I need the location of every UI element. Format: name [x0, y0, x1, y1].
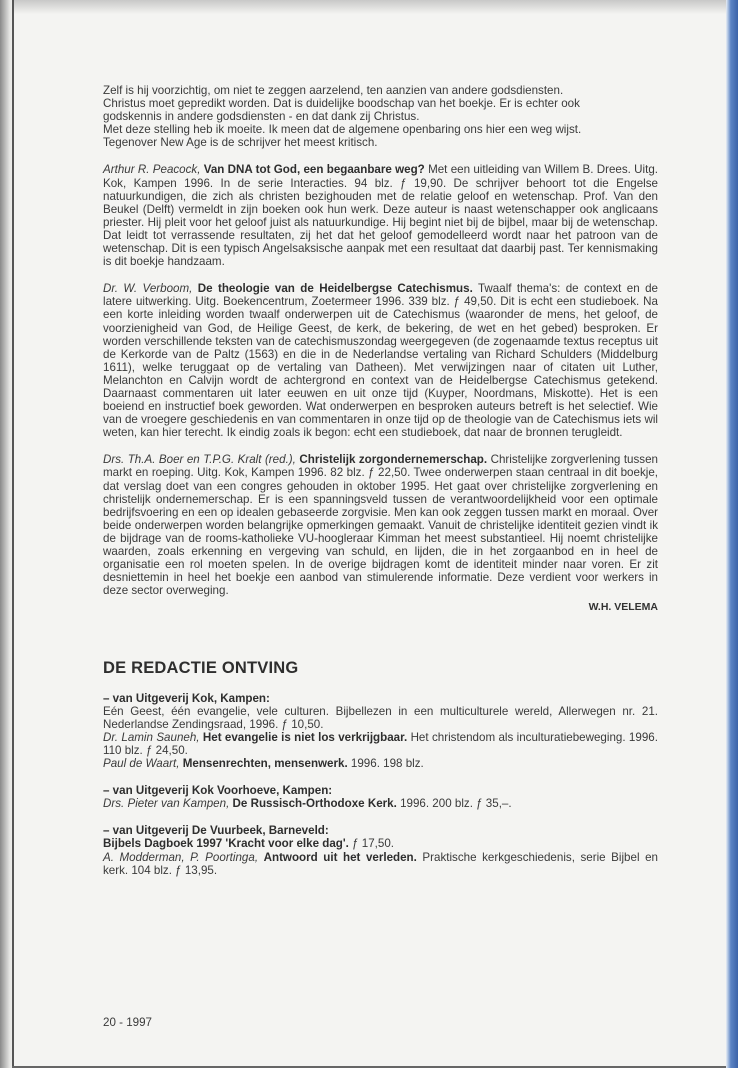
received-entry [103, 705, 658, 731]
entry-author: A. Modderman, P. Poortinga, [103, 850, 259, 864]
entry-body: ƒ 17,50. [352, 837, 394, 851]
entry-body: Praktische kerkgeschiedenis, serie Bijbel en kerk. 104 blz. ƒ 13,95. [103, 850, 658, 877]
review-body: Twaalf thema's: de context en de latere uitwerking. Uitg. Boekencentrum, Zoetermeer 1996. 339 blz. ƒ 49,50. Dit is echt een studieboek. Na een korte inleiding worden twaalf onderwerpen uit de Catechismus (waaronder de mens, het geloof, de voorzienigheid van God, de Heilige Geest, de kerk, de bekering, de wet en het gebed) besproken. Er worden verschillende teksten van de catechismuszondag weergegeven (de zogenaamde textus receptus uit de Kerkorde van de Paltz (1563) en die in de Nederlandse vertaling van Richard Schulders (Middelburg 1611), welke teruggaat op de vertaling van Datheen). Met verwijzingen naar of citaten uit Luther, Melanchton en Calvijn wordt de achtergrond en context van de Heidelbergse Catechismus getekend. Daarnaast commentaren uit later eeuwen en uit onze tijd (Kuyper, Noordmans, Miskotte). Het is een boeiend en instructief boek geworden. Wat onderwerpen en besproken auteurs betreft is het selectief. Wie van de vroegere geschiedenis en van commentaren in onze tijd op de theologie van de Catechismus iets wil weten, kan hier terecht. Ik eindig zoals ik begon: echt een studieboek, dat naar de bronnen terugleidt. [103, 282, 658, 440]
entry-title: De Russisch-Orthodoxe Kerk. [232, 797, 397, 811]
entry-author: Drs. Pieter van Kampen, [103, 797, 230, 811]
review-title: Van DNA tot God, een begaanbare weg? [203, 163, 425, 177]
entry-author: Paul de Waart, [103, 757, 180, 771]
page-left-border [12, 0, 14, 1068]
review-author: Drs. Th.A. Boer en T.P.G. Kralt (red.), [103, 453, 296, 467]
entry-body: Eén Geest, één evangelie, vele culturen. Bijbellezen in een multiculturele wereld, Allerwegen nr. 21. Nederlandse Zendingsraad, 1996. ƒ 10,50. [103, 704, 658, 731]
entry-title: Het evangelie is niet los verkrijgbaar. [202, 730, 408, 744]
review-verboom [103, 282, 658, 439]
review-peacock [103, 163, 658, 268]
page-right-edge [726, 0, 738, 1068]
review-author: Dr. W. Verboom, [103, 282, 193, 296]
received-group-vuurbeek [103, 824, 658, 876]
entry-body: 1996. 198 blz. [350, 757, 424, 771]
reviewer-signature: W.H. VELEMA [588, 601, 658, 614]
review-author: Arthur R. Peacock, [103, 163, 201, 177]
text-line: Zelf is hij voorzichtig, om niet te zeggen aarzelend, ten aanzien van andere godsdiensten. [103, 84, 564, 97]
received-group-kok-voorhoeve [103, 784, 658, 810]
section-heading-received: DE REDACTIE ONTVING [103, 659, 299, 678]
entry-body: Het christendom als inculturatiebeweging. 1996. 110 blz. ƒ 24,50. [103, 730, 658, 757]
review-continuation [103, 84, 658, 149]
text-line: Christus moet gepredikt worden. Dat is duidelijke boodschap van het boekje. Er is echter ook [103, 97, 580, 111]
entry-title: Antwoord uit het verleden. [263, 850, 417, 864]
publisher-heading: – van Uitgeverij Kok Voorhoeve, Kampen: [103, 784, 333, 798]
received-entry [103, 797, 658, 810]
page-top-shadow [0, 0, 738, 14]
entry-title: Bijbels Dagboek 1997 'Kracht voor elke dag'. [103, 837, 349, 851]
received-entry [103, 757, 658, 770]
document-body [103, 84, 658, 891]
received-entry [103, 837, 658, 850]
review-boer-kralt [103, 453, 658, 597]
received-group-kok [103, 692, 658, 771]
review-body: Christelijke zorgverlening tussen markt en roeping. Uitg. Kok, Kampen 1996. 82 blz. ƒ 22,50. Twee onderwerpen staan centraal in dit boekje, dat verslag doet van een congres gehouden in oktober 1995. Het gaat over christelijke zorgverlening en christelijk ondernemerschap. Er is een spanningsveld tussen de verantwoordelijkheid voor een optimale bedrijfsvoering en een op idealen gebaseerde zorgvisie. Men kan ook zeggen tussen markt en moraal. Over beide onderwerpen worden belangrijke opmerkingen gemaakt. Vanuit de christelijke identiteit gezien vindt ik de bijdrage van de rooms-katholieke VU-hoogleraar Kimman het meest substantieel. Hij noemt christelijke waarden, zoals erkenning en vergeving van schuld, en lijden, die in het zorgaanbod en in heel de organisatie een rol moeten spelen. In de overige bijdragen komt de identiteit minder naar voren. Er zit desniettemin in heel het boekje een aanbod van stimulerende informatie. Deze verdient voor werkers in deze sector overweging. [103, 453, 658, 598]
received-entry [103, 731, 658, 757]
entry-author: Dr. Lamin Sauneh, [103, 730, 200, 744]
text-line: godskennis in andere godsdiensten - en dat dank zij Christus. [103, 110, 420, 124]
text-line: Tegenover New Age is de schrijver het meest kritisch. [103, 136, 378, 150]
review-title: Christelijk zorgondernemerschap. [299, 453, 488, 467]
entry-title: Mensenrechten, mensenwerk. [182, 757, 348, 771]
publisher-heading: – van Uitgeverij De Vuurbeek, Barneveld: [103, 824, 329, 838]
publisher-heading: – van Uitgeverij Kok, Kampen: [103, 691, 270, 705]
review-body: Met een uitleiding van Willem B. Drees. Uitg. Kok, Kampen 1996. In de serie Interacties. 94 blz. ƒ 19,90. De schrijver behoort tot die Engelse natuurkundigen, die zich als christen bezighouden met de relatie geloof en wetenschap. Prof. Van den Beukel (Delft) vermeldt in zijn boeken ook hun werk. Deze auteur is naast wetenschapper ook anglicaans priester. Hij pleit voor het geloof juist als natuurkundige. Hij begint niet bij de bijbel, maar bij de wetenschap. Dat leidt tot verrassende resultaten, zij het dat het geloof gemodelleerd wordt naar het patroon van de wetenschap. Dit is een typisch Angelsaksische aanpak met een resultaat dat daarbij past. Ter kennismaking is dit boekje handzaam. [103, 163, 659, 269]
received-entry [103, 851, 658, 877]
text-line: Met deze stelling heb ik moeite. Ik meen dat de algemene openbaring ons hier een weg wijst. [103, 123, 582, 137]
entry-body: 1996. 200 blz. ƒ 35,–. [400, 797, 512, 811]
review-title: De theologie van de Heidelbergse Catechismus. [197, 282, 473, 296]
page-footer: 20 - 1997 [103, 1016, 152, 1029]
